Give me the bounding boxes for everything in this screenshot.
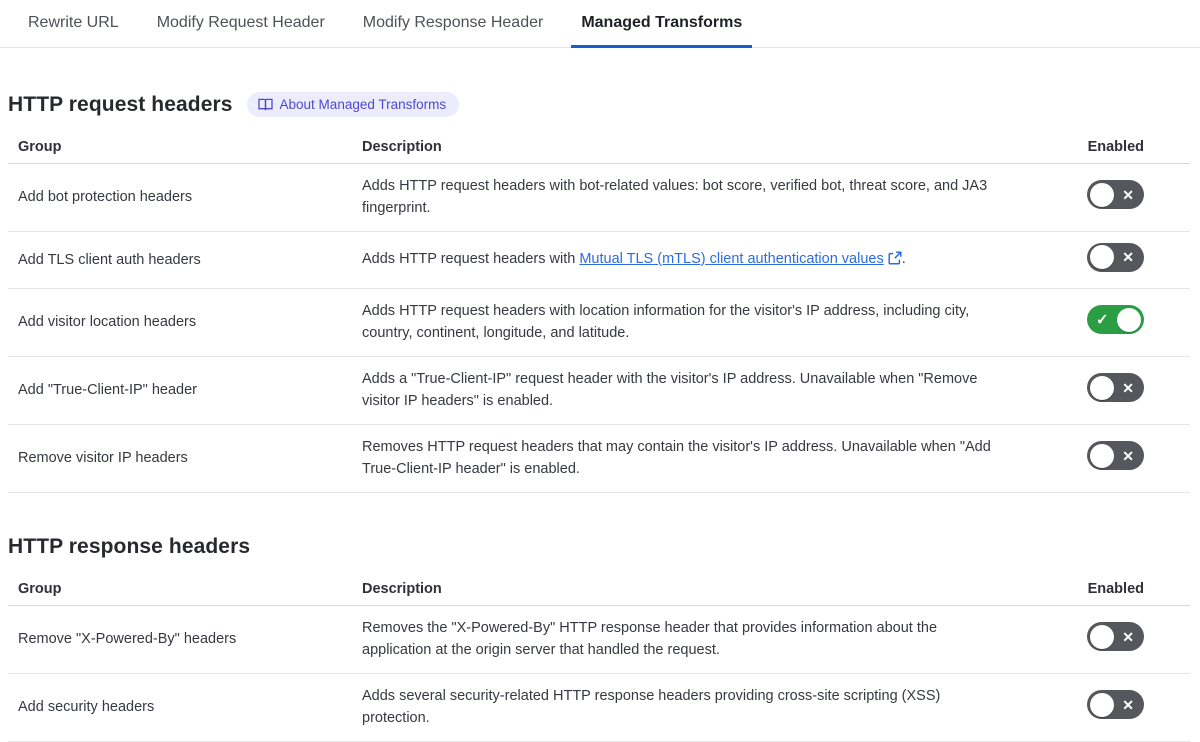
toggle-knob — [1090, 245, 1114, 269]
group-label: Remove "X-Powered-By" headers — [18, 631, 237, 648]
toggle-knob — [1090, 693, 1114, 717]
response-table-header-row — [8, 575, 1190, 606]
toggle-add-visitor-location-headers[interactable] — [1087, 305, 1144, 334]
toggle-add-true-client-ip-header[interactable] — [1087, 373, 1144, 402]
response-headers-title: HTTP response headers — [8, 534, 251, 558]
description-text — [362, 248, 1034, 272]
response-headers-section-header — [8, 535, 1200, 559]
description-text: Adds several security-related HTTP response headers providing cross-site scripting (XSS) protection. — [362, 687, 941, 727]
tab-rewrite-url[interactable]: Rewrite URL — [18, 0, 129, 48]
tab-modify-request-header[interactable]: Modify Request Header — [147, 0, 335, 48]
column-header-enabled: Enabled — [1087, 580, 1144, 597]
about-managed-transforms-badge[interactable] — [247, 92, 460, 117]
response-headers-table — [8, 575, 1190, 742]
table-row-remove-x-powered-by — [8, 606, 1190, 674]
book-icon — [258, 98, 273, 111]
toggle-add-bot-protection-headers[interactable] — [1087, 180, 1144, 209]
description-suffix: . — [901, 250, 906, 267]
toggle-knob — [1090, 183, 1114, 207]
toggle-knob — [1090, 376, 1114, 400]
column-header-group: Group — [18, 580, 62, 597]
cross-icon — [1122, 250, 1134, 264]
toggle-add-tls-client-auth-headers[interactable] — [1087, 243, 1144, 272]
description-text: Removes the "X-Powered-By" HTTP response header that provides information about the application at the origin server that handled the request. — [362, 619, 938, 659]
toggle-knob — [1117, 308, 1141, 332]
tab-managed-transforms[interactable]: Managed Transforms — [571, 0, 752, 48]
cross-icon — [1122, 449, 1134, 463]
description-text: Adds a "True-Client-IP" request header with the visitor's IP address. Unavailable when "Remove visitor IP headers" is enabled. — [362, 370, 978, 410]
table-row-visitor-location — [8, 289, 1190, 357]
cross-icon — [1122, 188, 1134, 202]
toggle-knob — [1090, 444, 1114, 468]
table-row-remove-visitor-ip — [8, 425, 1190, 493]
mtls-values-link[interactable] — [579, 251, 901, 267]
mtls-link-label: Mutual TLS (mTLS) client authentication values — [579, 250, 884, 267]
cross-icon — [1122, 630, 1134, 644]
group-label: Add security headers — [18, 699, 155, 716]
column-header-group: Group — [18, 139, 62, 155]
about-managed-transforms-label: About Managed Transforms — [279, 97, 447, 112]
tab-modify-response-header[interactable]: Modify Response Header — [353, 0, 554, 48]
toggle-add-security-headers[interactable] — [1087, 690, 1144, 719]
table-row-bot-protection — [8, 164, 1190, 232]
request-headers-section-header — [8, 92, 1200, 117]
group-label: Remove visitor IP headers — [18, 450, 188, 467]
external-link-icon — [888, 250, 902, 272]
group-label: Add "True-Client-IP" header — [18, 382, 198, 399]
description-text: Adds HTTP request headers with bot-related values: bot score, verified bot, threat score, and JA3 fingerprint. — [362, 178, 988, 217]
request-headers-title: HTTP request headers — [8, 92, 233, 116]
column-header-description: Description — [362, 580, 442, 597]
column-header-description: Description — [362, 139, 442, 155]
description-text: Adds HTTP request headers with location information for the visitor's IP address, including city, country, continent, longitude, and latitude. — [362, 302, 970, 342]
request-table-header-row — [8, 133, 1190, 164]
cross-icon — [1122, 698, 1134, 712]
description-text: Removes HTTP request headers that may contain the visitor's IP address. Unavailable when "Add True-Client-IP header" is enabled. — [362, 438, 991, 478]
toggle-remove-visitor-ip-headers[interactable] — [1087, 441, 1144, 470]
toggle-remove-x-powered-by-headers[interactable] — [1087, 622, 1144, 651]
table-row-tls-client-auth — [8, 232, 1190, 289]
description-prefix: Adds HTTP request headers with — [362, 250, 580, 267]
group-label: Add visitor location headers — [18, 314, 197, 331]
group-label: Add bot protection headers — [18, 189, 193, 206]
column-header-enabled: Enabled — [1087, 139, 1144, 155]
toggle-knob — [1090, 625, 1114, 649]
transform-rules-tabbar — [0, 0, 1200, 48]
table-row-add-security-headers — [8, 674, 1190, 742]
cross-icon — [1122, 381, 1134, 395]
request-headers-table — [8, 133, 1190, 493]
group-label: Add TLS client auth headers — [18, 251, 201, 268]
table-row-true-client-ip — [8, 357, 1190, 425]
check-icon — [1096, 312, 1109, 327]
